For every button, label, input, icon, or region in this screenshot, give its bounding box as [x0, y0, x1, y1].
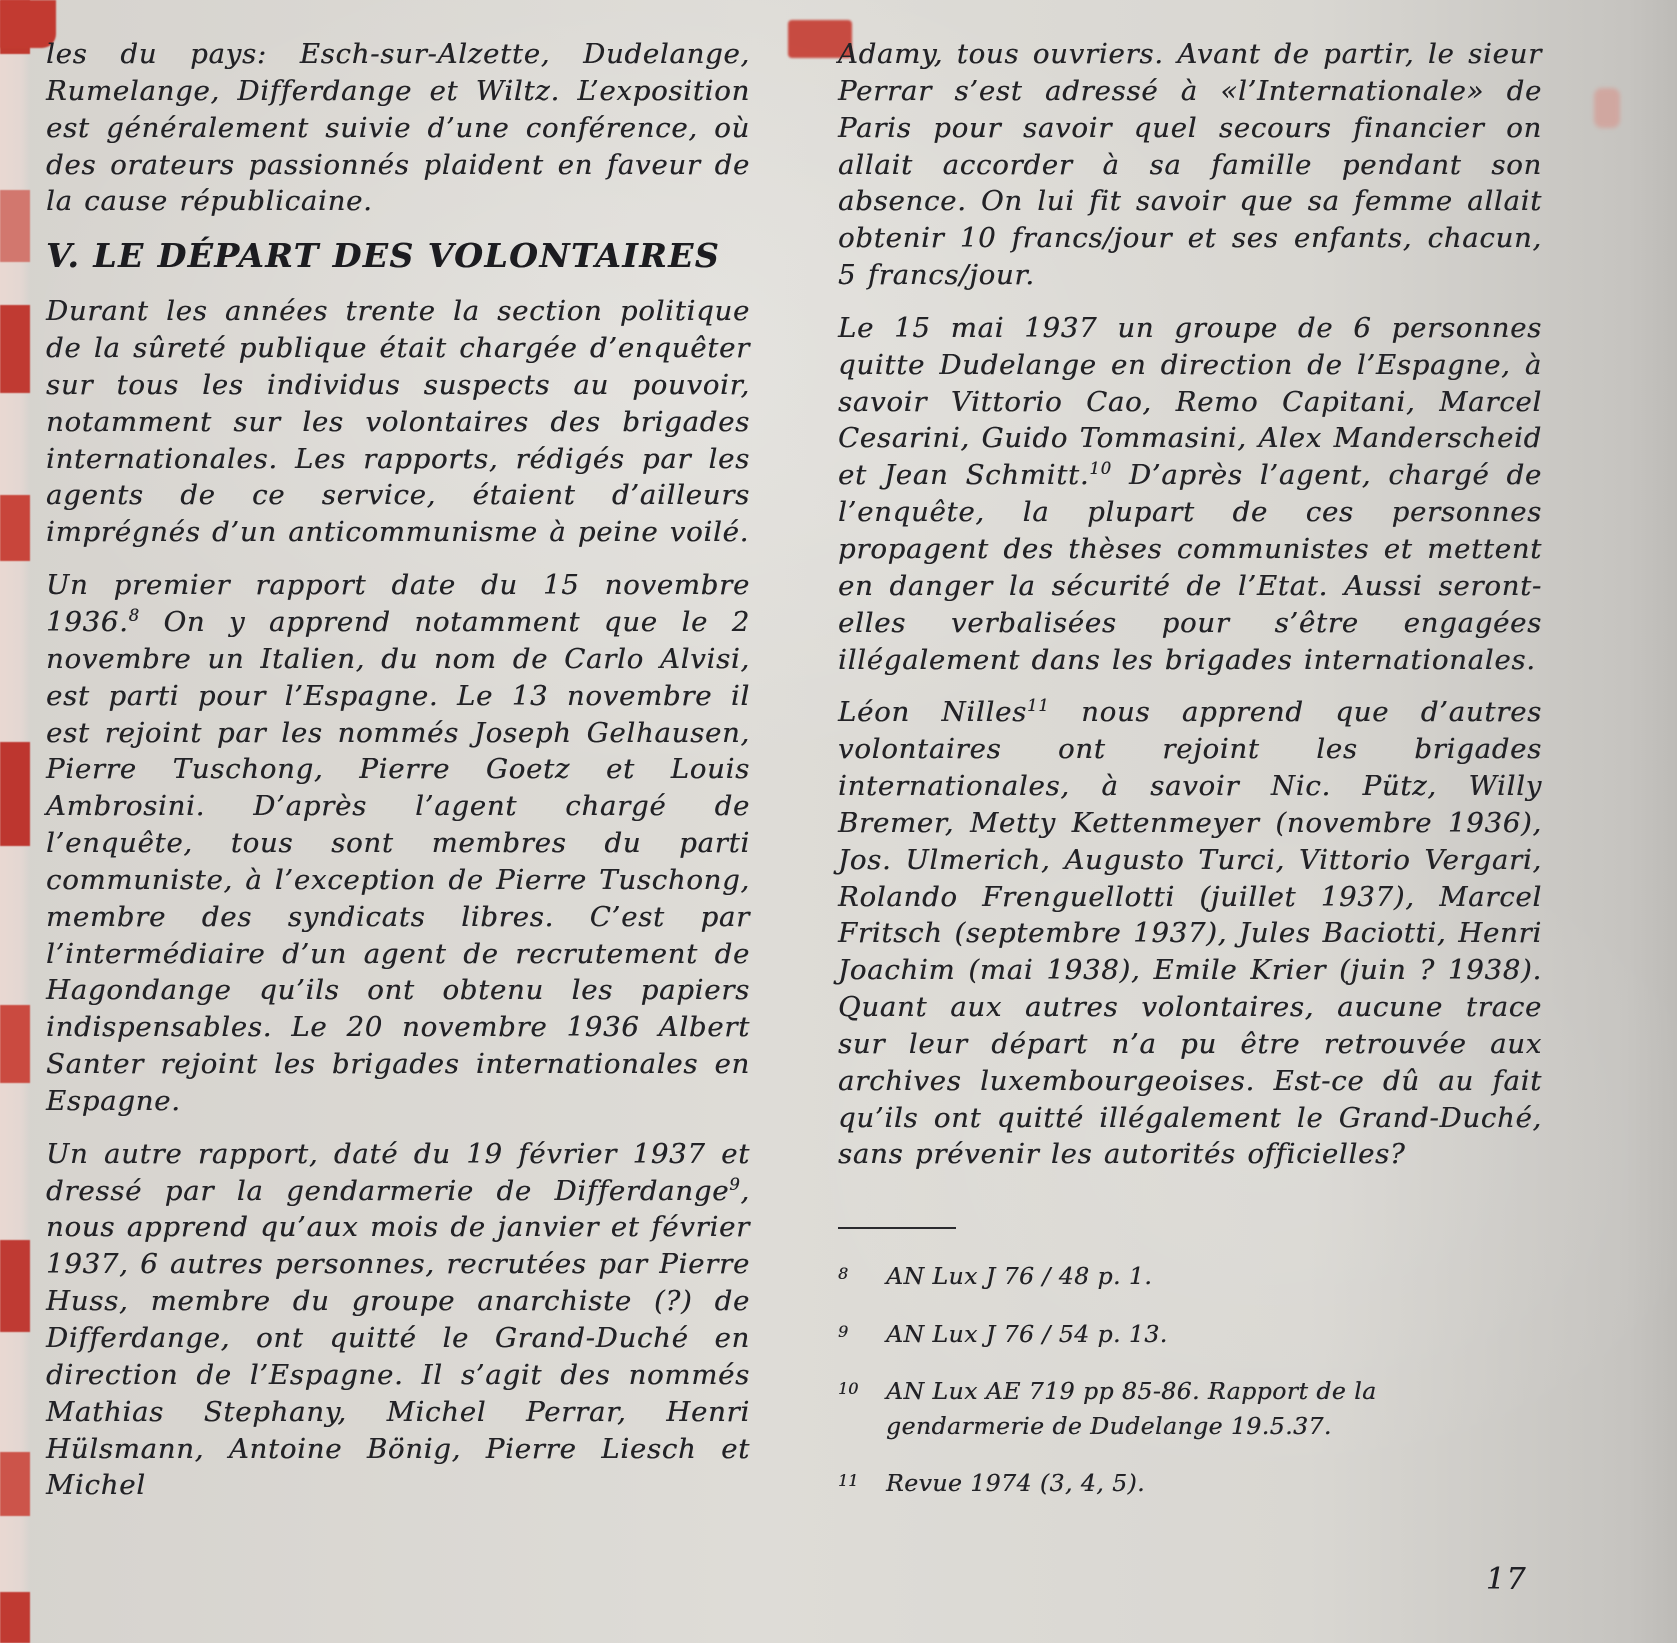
red-edge-mark — [0, 1240, 30, 1332]
left-column — [46, 36, 750, 1524]
paragraph-text: Le 15 mai 1937 un groupe de 6 personnes quitte Dudelange en direction de l’Espagne, à savoir Vittorio Cao, Remo Capitani, Marcel Cesarini, Guido Tommasini, Alex Manderscheid et Jean Schmitt. — [838, 311, 1542, 492]
footnote — [838, 1374, 1542, 1445]
footnote-ref: 10 — [1089, 459, 1112, 479]
red-edge-mark — [0, 1452, 30, 1516]
paragraph — [838, 310, 1542, 678]
footnote-text: AN Lux AE 719 pp 85-86. Rapport de la gendarmerie de Dudelange 19.5.37. — [886, 1376, 1377, 1441]
page-content — [46, 36, 1542, 1524]
footnote — [838, 1466, 1542, 1501]
footnote — [838, 1317, 1542, 1352]
footnote-number: 9 — [838, 1321, 849, 1341]
red-edge-mark — [0, 1005, 30, 1083]
footnote-number: 10 — [838, 1378, 859, 1398]
footnote-text: Revue 1974 (3, 4, 5). — [886, 1469, 1146, 1498]
red-edge-mark — [0, 190, 30, 262]
right-column — [838, 36, 1542, 1524]
paragraph-intro: les du pays: Esch-sur-Alzette, Dudelange, Rumelange, Differdange et Wiltz. L’exposition est généralement suivie d’une conférence, où des orateurs passionnés plaident en faveur de la cause républicaine. — [46, 38, 750, 218]
paragraph-text: On y apprend notamment que le 2 novembre un Italien, du nom de Carlo Alvisi, est parti pour l’Espagne. Le 13 novembre il est rejoint par les nommés Joseph Gelhausen, Pierre Tuschong, Pierre Goetz et Louis Ambrosini. D’après l’agent chargé de l’enquête, tous sont membres du parti communiste, à l’exception de Pierre Tuschong, membre des syndicats libres. C’est par l’intermédiaire d’un agent de recrutement de Hagondange qu’ils ont obtenu les papiers indispensables. Le 20 novembre 1936 Albert Santer rejoint les brigades internationales en Espagne. — [46, 605, 750, 1117]
footnote-text: AN Lux J 76 / 48 p. 1. — [886, 1262, 1153, 1291]
footnote — [838, 1259, 1542, 1294]
paragraph — [46, 567, 750, 1120]
paragraph — [46, 1136, 750, 1504]
paragraph-text: Un autre rapport, daté du 19 février 1937 et dressé par la gendarmerie de Differdange — [46, 1137, 750, 1207]
red-right-smudge — [1594, 88, 1620, 128]
footnote-ref: 9 — [729, 1174, 741, 1194]
footnotes-section — [838, 1227, 1542, 1501]
red-edge-mark — [0, 742, 30, 846]
paragraph-text: , nous apprend qu’aux mois de janvier et février 1937, 6 autres personnes, recrutées par Pierre Huss, membre du groupe anarchiste (?) de Differdange, ont quitté le Grand-Duché en direction de l’Espagne. Il s’agit des nommés Mathias Stephany, Michel Perrar, Henri Hülsmann, Antoine Bönig, Pierre Liesch et Michel — [46, 1174, 750, 1502]
red-edge-mark — [0, 305, 30, 393]
paragraph — [838, 694, 1542, 1173]
paragraph: Durant les années trente la section politique de la sûreté publique était chargée d’enquêter sur tous les individus suspects au pouvoir, notamment sur les volontaires des brigades internationales. Les rapports, rédigés par les agents de ce service, étaient d’ailleurs imprégnés d’un anticommunisme à peine voilé. — [46, 295, 750, 549]
paragraph-text: Léon Nilles — [838, 696, 1027, 729]
footnote-number: 11 — [838, 1471, 859, 1491]
paragraph-text: Un premier rapport date du 15 novembre 1936. — [46, 569, 750, 638]
section-heading: V. LE DÉPART DES VOLONTAIRES — [46, 236, 721, 276]
paragraph: Adamy, tous ouvriers. Avant de partir, le sieur Perrar s’est adressé à «l’Internationale» de Paris pour savoir quel secours financier on allait accorder à sa famille pendant son absence. On lui fit savoir que sa femme allait obtenir 10 francs/jour et ses enfants, chacun, 5 francs/jour. — [838, 38, 1542, 292]
paragraph-text: nous apprend que d’autres volontaires ont rejoint les brigades internationales, à savoir Nic. Pütz, Willy Bremer, Metty Kettenmeyer (novembre 1936), Jos. Ulmerich, Augusto Turci, Vittorio Vergari, Rolando Frenguellotti (juillet 1937), Marcel Fritsch (septembre 1937), Jules Baciotti, Henri Joachim (mai 1938), Emile Krier (juin ? 1938). Quant aux autres volontaires, aucune trace sur leur départ n’a pu être retrouvée aux archives luxembourgeoises. Est-ce dû au fait qu’ils ont quitté illégalement le Grand-Duché, sans prévenir les autorités officielles? — [838, 696, 1542, 1171]
paragraph-text: D’après l’agent, chargé de l’enquête, la plupart de ces personnes propagent des thèses communistes et mettent en danger la sécurité de l’Etat. Aussi seront-elles verbalisées pour s’être engagées illégalement dans les brigades internationales. — [838, 459, 1542, 676]
page-number: 17 — [1485, 1562, 1527, 1597]
footnote-rule — [838, 1227, 956, 1229]
footnote-ref: 11 — [1026, 696, 1050, 716]
red-edge-mark — [0, 1592, 30, 1643]
footnote-ref: 8 — [128, 605, 140, 625]
red-edge-mark — [0, 495, 30, 561]
scan-left-edge — [0, 0, 30, 1643]
footnote-number: 8 — [838, 1264, 849, 1284]
footnote-text: AN Lux J 76 / 54 p. 13. — [886, 1319, 1168, 1348]
